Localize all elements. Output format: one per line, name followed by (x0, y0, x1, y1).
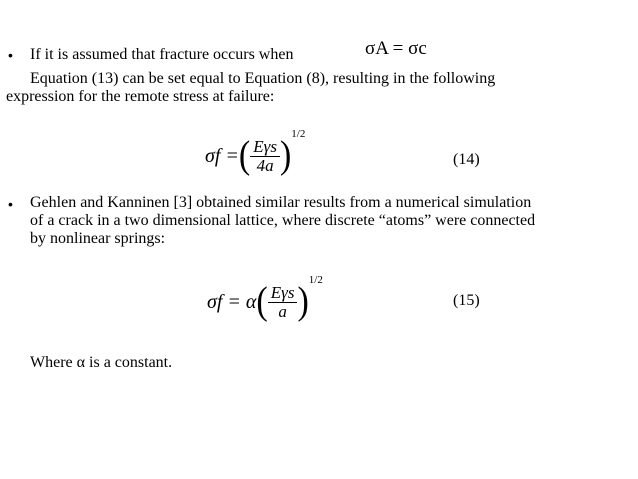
bullet2-line3: by nonlinear springs: (30, 230, 166, 247)
equation-14 (205, 126, 305, 186)
equation-15-lhs: σf = α (207, 290, 257, 313)
bullet1-continuation-line1: Equation (13) can be set equal to Equation (8), resulting in the following (30, 70, 496, 87)
bullet-marker: • (8, 196, 13, 212)
equation-14-denominator: 4a (256, 155, 274, 175)
equation-14-exponent: 1/2 (291, 128, 306, 140)
left-paren: ( (256, 280, 268, 323)
equation-15-numerator: Eγs (268, 284, 298, 303)
bullet2-line2: of a crack in a two dimensional lattice, where discrete “atoms” were connected (30, 212, 536, 229)
equation-14-fraction (250, 138, 280, 175)
equation-15-fraction (268, 284, 298, 321)
closing-text: Where α is a constant. (30, 354, 173, 371)
equation-15 (207, 270, 323, 334)
left-paren: ( (238, 134, 251, 177)
equation-14-lhs: σf = (205, 144, 239, 167)
equation-15-exponent: 1/2 (308, 274, 323, 286)
bullet2-line1: Gehlen and Kanninen [3] obtained similar results from a numerical simulation (30, 194, 532, 211)
bullet1-text: If it is assumed that fracture occurs when (30, 46, 294, 63)
equation-15-number: (15) (453, 292, 480, 309)
bullet-marker: • (8, 47, 13, 63)
inline-equation-sigma: σA = σc (365, 38, 427, 59)
right-paren: ) (297, 280, 309, 323)
bullet1-continuation-line2: expression for the remote stress at failure: (6, 88, 275, 105)
equation-14-number: (14) (453, 151, 480, 168)
equation-14-numerator: Eγs (250, 138, 280, 157)
equation-15-denominator: a (278, 301, 287, 321)
right-paren: ) (279, 134, 292, 177)
